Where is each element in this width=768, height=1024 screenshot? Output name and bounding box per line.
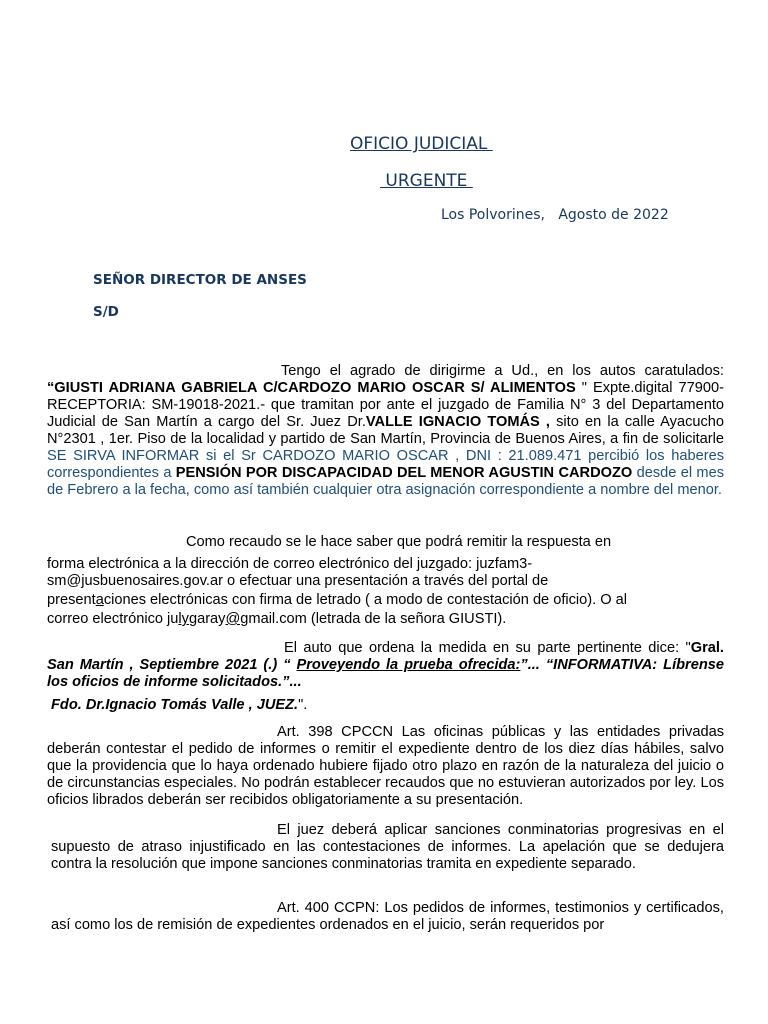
urgency-label: URGENTE xyxy=(380,171,473,191)
pension-label: PENSIÓN POR DISCAPACIDAD DEL MENOR AGUSTIN CARDOZO xyxy=(175,465,633,481)
addressee-sd: S/D xyxy=(93,304,119,320)
addressee-line: SEÑOR DIRECTOR DE ANSES xyxy=(93,272,307,288)
auto-informativa: ”... “INFORMATIVA: Líbrense los oficios de informe solicitados.”... xyxy=(47,657,724,690)
recaudo-line-2: forma electrónica a la dirección de correo electrónico del juzgado: juzfam3- xyxy=(47,556,533,572)
auto-date: San Martín , Septiembre 2021 (.) “ xyxy=(47,657,297,673)
auto-intro: El auto que ordena la medida en su parte pertinente dice: " xyxy=(284,640,691,656)
paragraph-intro xyxy=(47,363,724,499)
recaudo-line-1: Como recaudo se le hace saber que podrá remitir la respuesta en xyxy=(186,534,612,550)
sanctions-paragraph: El juez deberá aplicar sanciones conminatorias progresivas en el supuesto de atraso injustificado en las contestaciones de informes. La apelación que se dedujera contra la resolución que impone sanciones conminatorias tramita en expediente separado. xyxy=(51,822,724,872)
judge-name: VALLE IGNACIO TOMÁS , xyxy=(365,414,550,430)
recaudo-line-4: presentaciones electrónicas con firma de letrado ( a modo de contestación de oficio). O al xyxy=(47,592,628,608)
auto-quote: El auto que ordena la medida en su parte pertinente dice: "Gral. San Martín , Septiembre 2021 (.) “ Proveyendo la prueba ofrecida:”... “INFORMATIVA: Líbrense los oficios de informe solicitados.”... xyxy=(47,640,724,690)
request-end: desde el mes de Febrero a la fecha, como así también cualquier otra asignación correspondiente a nombre del menor. xyxy=(47,465,725,498)
judge-signature: Fdo. Dr.Ignacio Tomás Valle , JUEZ.". xyxy=(51,697,308,713)
court-address: sito en la calle Ayacucho N°2301 , 1er. Piso de la localidad y partido de San Martín, Provincia de Buenos Aires, a fin de solicitarle xyxy=(47,414,725,447)
article-398: Art. 398 CPCCN Las oficinas públicas y las entidades privadas deberán contestar el pedido de informes o remitir el expediente dentro de los diez días hábiles, salvo que la providencia que lo haya ordenado hubiere fijado otro plazo en razón de la naturaleza del juicio o de circunstancias especiales. No podrán establecer recaudos que no estuvieran autorizados por ley. Los oficios librados deberán ser recibidos obligatoriamente a su presentación. xyxy=(47,724,724,808)
case-title: “GIUSTI ADRIANA GABRIELA C/CARDOZO MARIO OSCAR S/ ALIMENTOS xyxy=(47,380,576,396)
recaudo-line-5: correo electrónico julygaray@gmail.com (letrada de la señora GIUSTI). xyxy=(47,611,507,627)
recaudo-line-3: sm@jusbuenosaires.gov.ar o efectuar una presentación a través del portal de xyxy=(47,573,549,589)
document-title: OFICIO JUDICIAL xyxy=(350,134,493,154)
intro-text: Tengo el agrado de dirigirme a Ud., en los autos caratulados: xyxy=(281,363,724,379)
place-date: Los Polvorines, Agosto de 2022 xyxy=(441,207,669,223)
article-400: Art. 400 CCPN: Los pedidos de informes, testimonios y certificados, así como los de remisión de expedientes ordenados en el juicio, serán requeridos por xyxy=(51,900,724,933)
case-details: " Expte.digital 77900- RECEPTORIA: SM-19018-2021.- que tramitan por ante el juzgado de Familia N° 3 del Departamento Judicial de San Martín a cargo del Sr. Juez Dr. xyxy=(47,380,724,430)
auto-proveyendo: Proveyendo la prueba ofrecida: xyxy=(296,657,521,673)
request-text: SE SIRVA INFORMAR si el Sr CARDOZO MARIO OSCAR , DNI : 21.089.471 percibió los haberes correspondientes a xyxy=(47,448,724,481)
